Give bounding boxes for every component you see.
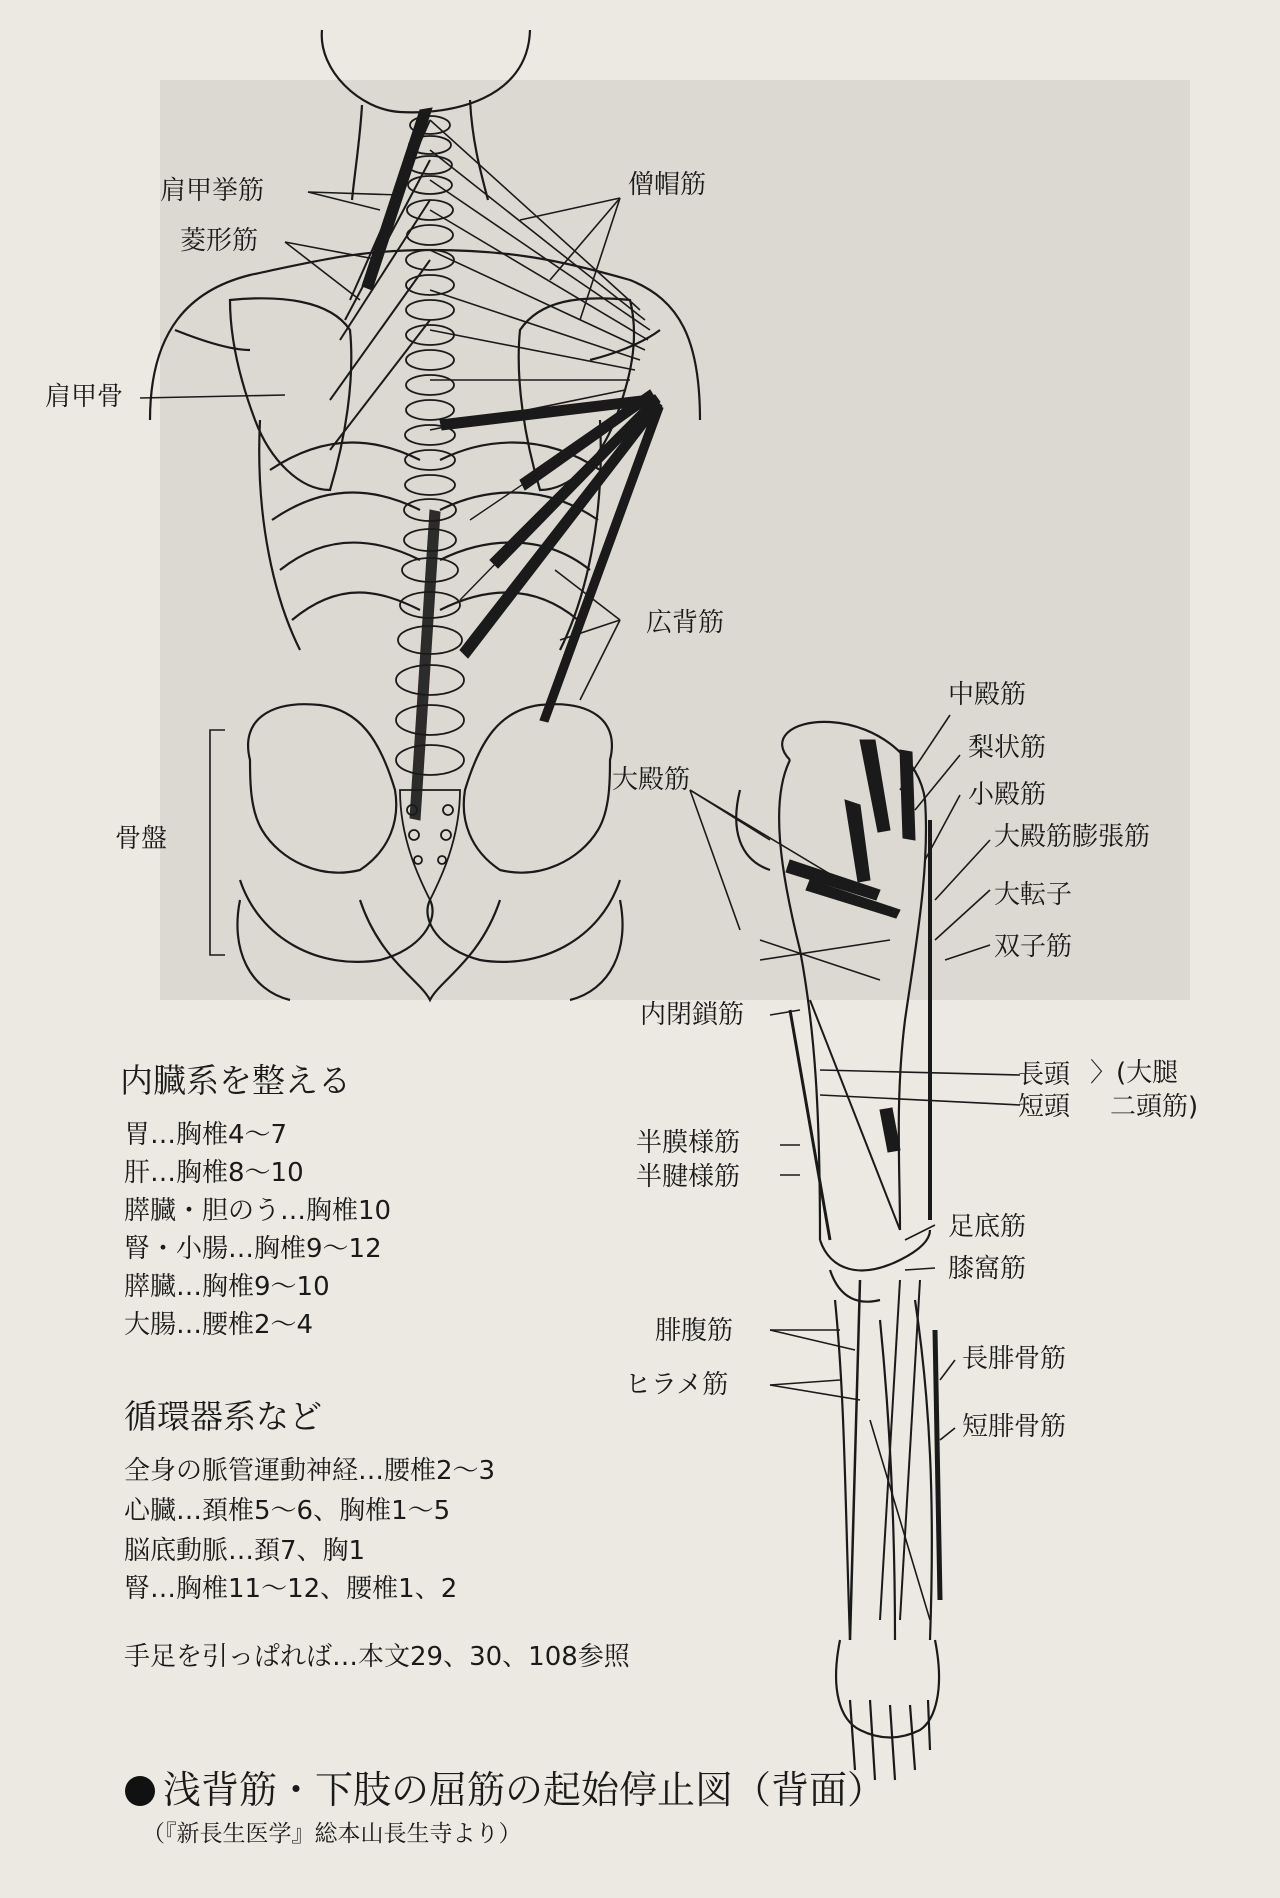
- circulatory-line: 全身の脈管運動神経…腰椎2〜3: [124, 1456, 496, 1486]
- label-sobo-kin: 僧帽筋: [628, 170, 707, 200]
- label-hankenyo-kin: 半腱様筋: [636, 1162, 741, 1192]
- label-kotsuban: 骨盤: [115, 824, 168, 854]
- visceral-line: 大腸…腰椎2〜4: [124, 1310, 314, 1340]
- tibia-outline: [835, 1300, 850, 1640]
- label-daitai-nitoukin-2: 二頭筋): [1110, 1092, 1199, 1122]
- pelvis-right-ilium: [464, 704, 612, 872]
- note-text: 手足を引っぱれば…本文29、30、108参照: [124, 1642, 630, 1672]
- label-tantou: 短頭: [1018, 1092, 1071, 1122]
- label-chuden-kin: 中殿筋: [948, 680, 1027, 710]
- label-shitsuka-kin: 膝窩筋: [948, 1254, 1027, 1284]
- label-hirame-kin: ヒラメ筋: [625, 1370, 729, 1400]
- label-kenko-kotsu: 肩甲骨: [45, 382, 124, 412]
- circulatory-line: 脳底動脈…頚7、胸1: [124, 1536, 366, 1566]
- label-chotou: 長頭: [1018, 1060, 1071, 1090]
- circulatory-heading: 循環器系など: [124, 1397, 322, 1436]
- label-naiheisa-kin: 内閉鎖筋: [640, 1000, 745, 1030]
- label-hifuku-kin: 腓腹筋: [655, 1316, 734, 1346]
- label-hanmakuyo-kin: 半膜様筋: [636, 1128, 741, 1158]
- label-sokutei-kin: 足底筋: [948, 1212, 1027, 1242]
- label-kohai-kin: 広背筋: [646, 608, 725, 638]
- visceral-line: 膵臓・胆のう…胸椎10: [124, 1196, 392, 1226]
- back-muscle-arrows: [330, 108, 663, 820]
- figure-caption: [125, 1768, 885, 1812]
- label-ryokei-kin: 菱形筋: [180, 226, 259, 256]
- spine: [396, 116, 464, 900]
- figure-source: （『新長生医学』総本山長生寺より）: [142, 1821, 522, 1847]
- pelvis-left-ilium: [248, 704, 396, 872]
- label-rijo-kin: 梨状筋: [968, 733, 1047, 763]
- label-chohikotsu-kin: 長腓骨筋: [962, 1344, 1067, 1374]
- label-shoden-kin: 小殿筋: [968, 780, 1047, 810]
- caption-text: 浅背筋・下肢の屈筋の起始停止図（背面）: [163, 1768, 886, 1812]
- leg-muscle-arrows: [760, 740, 940, 1640]
- visceral-line: 胃…胸椎4〜7: [124, 1120, 288, 1150]
- label-daiden-kin: 大殿筋: [612, 765, 691, 795]
- head-outline: [322, 30, 530, 112]
- circulatory-line: 心臓…頚椎5〜6、胸椎1〜5: [124, 1496, 451, 1526]
- circulatory-line: 腎…胸椎11〜12、腰椎1、2: [124, 1574, 458, 1604]
- label-daitenshi: 大転子: [994, 880, 1073, 910]
- bullet-icon: [125, 1776, 155, 1806]
- label-tanhikotsu-kin: 短腓骨筋: [962, 1412, 1067, 1442]
- visceral-line: 腎・小腸…胸椎9〜12: [124, 1234, 382, 1264]
- visceral-heading: 内臓系を整える: [120, 1061, 351, 1100]
- label-daiden-kinmaku-chokin: 大殿筋膨張筋: [994, 822, 1151, 852]
- label-daitai-nitoukin-1: 〉(大腿: [1090, 1058, 1179, 1088]
- label-soshi-kin: 双子筋: [994, 932, 1073, 962]
- visceral-line: 肝…胸椎8〜10: [124, 1158, 304, 1188]
- label-kenko-kyokin: 肩甲挙筋: [160, 176, 265, 206]
- visceral-line: 膵臓…胸椎9〜10: [124, 1272, 330, 1302]
